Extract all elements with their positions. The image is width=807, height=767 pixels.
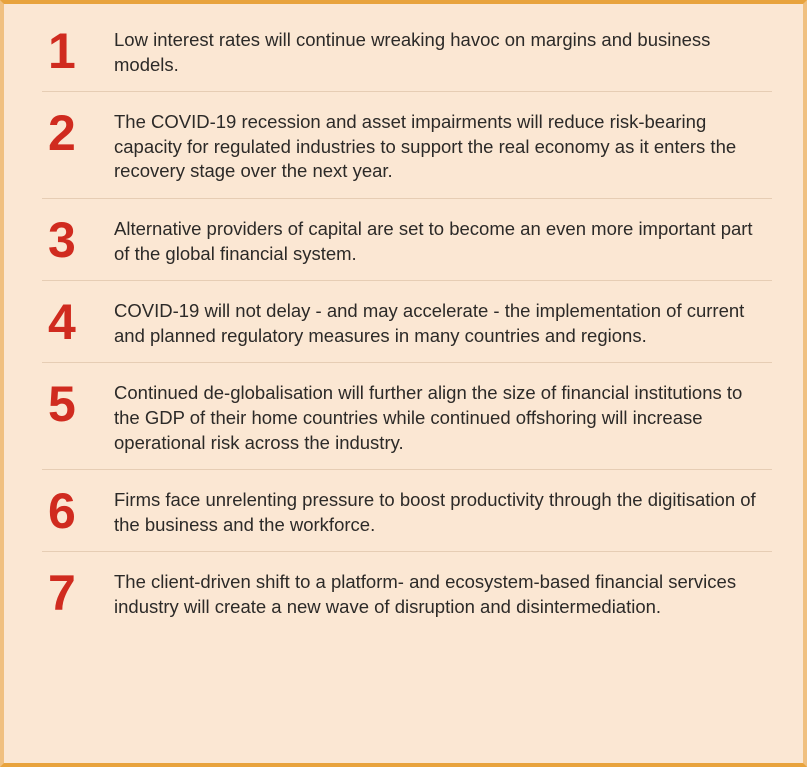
list-item (42, 551, 772, 633)
list-item-text: Low interest rates will continue wreaking havoc on margins and business models. (114, 29, 711, 75)
list-item (42, 10, 772, 91)
list-item-text: Continued de-globalisation will further align the size of financial institutions to the GDP of their home countries while continued offshoring will increase operational risk across the industry. (114, 382, 743, 453)
numbered-list (42, 10, 772, 634)
list-item-text: Alternative providers of capital are set to become an even more important part of the global financial system. (114, 217, 753, 264)
list-item-number: 7 (48, 565, 75, 622)
list-item-text: COVID-19 will not delay - and may accelerate - the implementation of current and planned regulatory measures in many countries and regions. (114, 300, 745, 346)
list-item-number: 4 (48, 294, 75, 351)
list-item-number: 2 (48, 105, 75, 162)
list-item (42, 280, 772, 362)
list-item (42, 198, 772, 280)
list-item-number: 6 (48, 483, 75, 540)
list-item (42, 362, 772, 469)
list-item-number: 3 (48, 211, 75, 268)
list-item (42, 469, 772, 551)
list-item-number: 1 (48, 23, 75, 79)
list-item-text: The client-driven shift to a platform- and ecosystem-based financial services industry will create a new wave of disruption and disintermediation. (114, 571, 737, 617)
list-item (42, 91, 772, 198)
list-item-number: 5 (48, 376, 75, 433)
list-item-text: Firms face unrelenting pressure to boost productivity through the digitisation of the business and the workforce. (114, 489, 756, 535)
list-item-text: The COVID-19 recession and asset impairments will reduce risk-bearing capacity for regulated industries to support the real economy as it enters the recovery stage over the next year. (114, 111, 737, 182)
